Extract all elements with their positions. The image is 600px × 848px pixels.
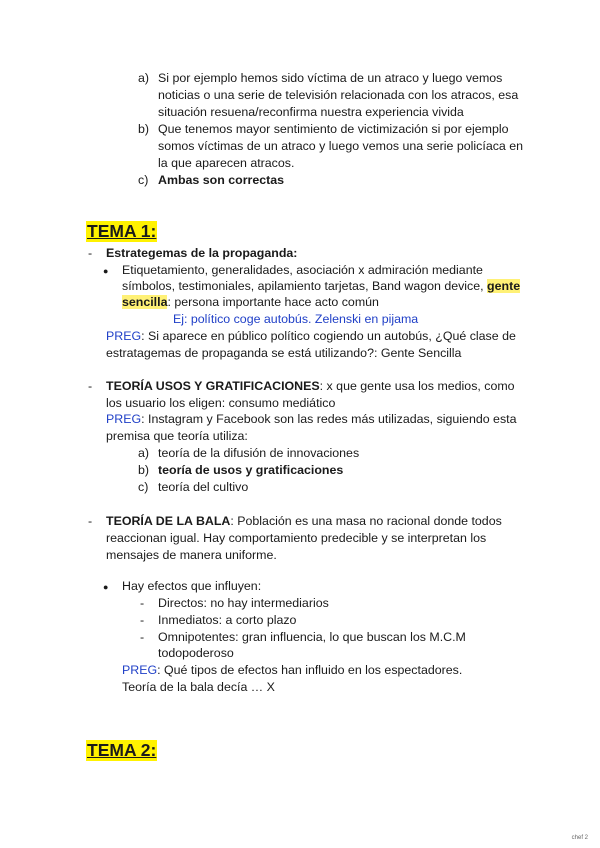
bullet-dot: ● [103, 582, 109, 592]
option-marker-a: a) [138, 71, 150, 85]
dash-marker: - [88, 246, 93, 260]
efecto-omnipotentes-cont: todopoderoso [158, 646, 234, 660]
usos-preg-line-1: PREG: Instagram y Facebook son las redes más utilizadas, siguiendo esta [106, 412, 517, 426]
bullet-dot: ● [103, 266, 109, 276]
estrategemas-title: Estrategemas de la propaganda: [106, 246, 298, 260]
usos-line-1: TEORÍA USOS Y GRATIFICACIONES: x que gente usa los medios, como [106, 379, 515, 393]
bala-title: TEORÍA DE LA BALA [106, 514, 231, 528]
bala-line-3: mensajes de manera uniforme. [106, 548, 277, 562]
usos-option-b-correct: teoría de usos y gratificaciones [158, 463, 344, 477]
usos-option-c: teoría del cultivo [158, 480, 249, 494]
efecto-inmediatos: Inmediatos: a corto plazo [158, 613, 297, 627]
option-marker-c: c) [138, 173, 149, 187]
sub-dash: - [140, 596, 145, 610]
estrategemas-preg-line-1: PREG: Si aparece en público político cogiendo un autobús, ¿Qué clase de [106, 329, 516, 343]
efectos-heading: Hay efectos que influyen: [122, 579, 262, 593]
option-a-line-1: Si por ejemplo hemos sido víctima de un atraco y luego vemos [158, 71, 503, 85]
dash-marker: - [88, 514, 93, 528]
tema-1-heading: TEMA 1: [87, 221, 157, 241]
estrategemas-example: Ej: político coge autobús. Zelenski en pijama [173, 312, 419, 326]
estrategemas-bullet-line-3: sencilla: persona importante hace acto común [122, 295, 379, 309]
sub-dash: - [140, 613, 145, 627]
option-c-correct: Ambas son correctas [158, 173, 285, 187]
sencilla-highlight: sencilla [122, 295, 168, 309]
estrategemas-bullet-line-1: Etiquetamiento, generalidades, asociación x admiración mediante [122, 263, 483, 277]
usos-title: TEORÍA USOS Y GRATIFICACIONES [106, 379, 320, 393]
usos-option-marker-a: a) [138, 446, 150, 460]
bala-preg-line-2: Teoría de la bala decía … X [122, 680, 275, 694]
sub-dash: - [140, 630, 145, 644]
gente-highlight: gente [487, 279, 521, 293]
preg-label: PREG [122, 663, 158, 677]
option-b-line-2: somos víctimas de un atraco y luego vemos una serie policíaca en [158, 139, 524, 153]
efecto-directos: Directos: no hay intermediarios [158, 596, 329, 610]
tema-2-heading: TEMA 2: [87, 740, 157, 760]
preg-label: PREG [106, 329, 142, 343]
option-a-line-2: noticias o una serie de televisión relacionada con los atracos, esa [158, 88, 519, 102]
usos-line-2: los usuario los eligen: consumo mediático [106, 396, 336, 410]
bala-line-1: TEORÍA DE LA BALA: Población es una masa no racional donde todos [106, 514, 502, 528]
option-b-line-3: la que aparecen atracos. [158, 156, 295, 170]
usos-option-a: teoría de la difusión de innovaciones [158, 446, 360, 460]
dash-marker: - [88, 379, 93, 393]
preg-label: PREG [106, 412, 142, 426]
efecto-omnipotentes: Omnipotentes: gran influencia, lo que buscan los M.C.M [158, 630, 466, 644]
usos-option-marker-c: c) [138, 480, 149, 494]
page-footer: chef 2 [571, 835, 588, 841]
bala-line-2: reaccionan igual. Hay comportamiento predecible y se interpretan los [106, 531, 487, 545]
estrategemas-preg-line-2: estratagemas de propaganda se está utilizando?: Gente Sencilla [106, 346, 462, 360]
usos-preg-line-2: premisa que teoría utiliza: [106, 429, 248, 443]
option-marker-b: b) [138, 122, 150, 136]
estrategemas-bullet-line-2: símbolos, testimoniales, apilamiento tarjetas, Band wagon device, gente [122, 279, 521, 293]
usos-option-marker-b: b) [138, 463, 150, 477]
option-a-line-3: situación resuena/reconfirma nuestra experiencia vivida [158, 105, 464, 119]
bala-preg-line-1: PREG: Qué tipos de efectos han influido en los espectadores. [122, 663, 463, 677]
option-b-line-1: Que tenemos mayor sentimiento de victimización si por ejemplo [158, 122, 509, 136]
